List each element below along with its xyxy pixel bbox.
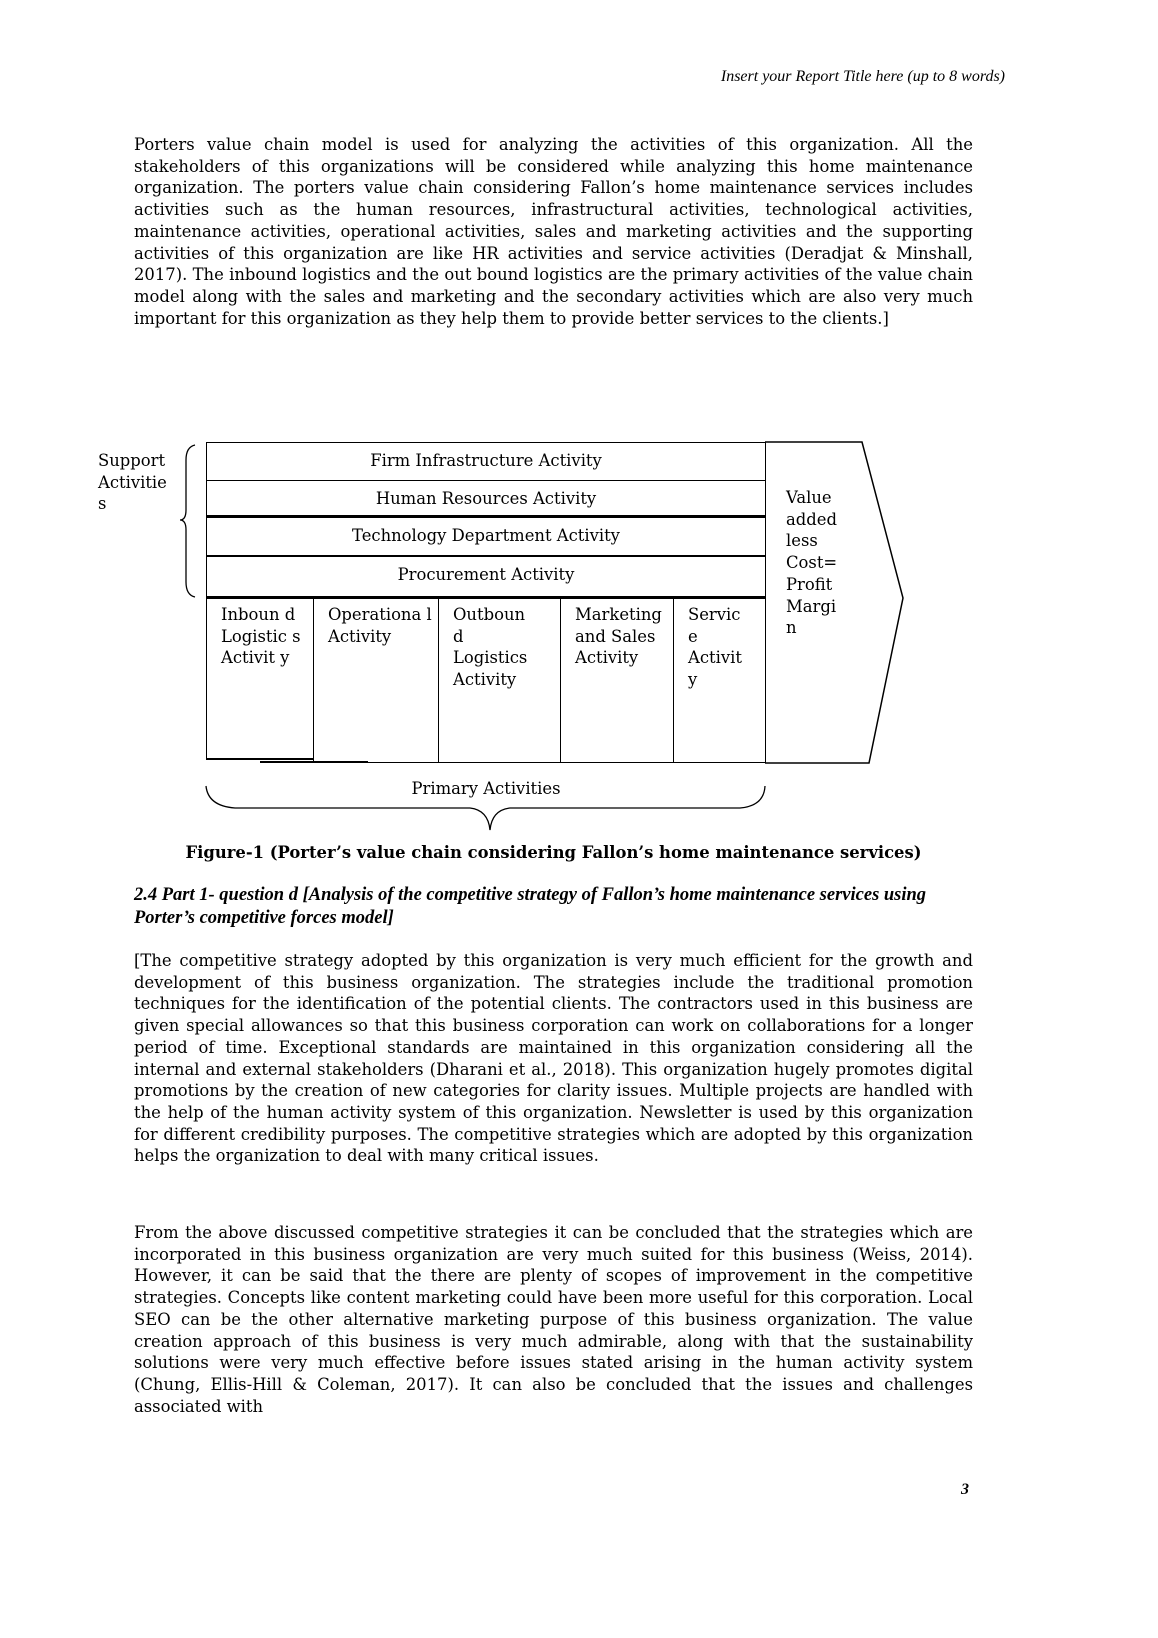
support-row-firm-infrastructure: Firm Infrastructure Activity [206, 442, 766, 481]
support-brace [180, 445, 195, 597]
section-heading: 2.4 Part 1- question d [Analysis of the competitive strategy of Fallon’s home maintenance services using Porter’s competitive forces model] [134, 885, 927, 928]
primary-operations: Operationa l Activity [313, 596, 439, 763]
primary-inbound-logistics: Inboun d Logistic sActivit y [206, 596, 314, 760]
support-row-procurement: Procurement Activity [206, 555, 766, 598]
primary-outbound-logistics: Outboun d Logistics Activity [438, 596, 561, 763]
running-header: Insert your Report Title here (up to 8 words) [720, 68, 1005, 85]
page-number: 3 [961, 1481, 969, 1498]
support-row-technology: Technology Department Activity [206, 515, 766, 556]
paragraph-competitive-strategy: [The competitive strategy adopted by this organization is very much efficient for the growth and development of this business organization. The strategies include the traditional promotion techniques for the identification of the potential clients. The contractors used in this business are given special allowances so that this business corporation can work on collaborations for a longer period of time. Exceptional standards are maintained in this organization considering all the internal and external stakeholders (Dharani et al., 2018). This organization hugely promotes digital promotions by the creation of new categories for clarity issues. Multiple projects are handled with the help of the human activity system of this organization. Newsletter is used by this organization for different credibility purposes. The competitive strategies which are adopted by this organization helps the organization to deal with many critical issues. [134, 951, 973, 1166]
primary-activities-label: Primary Activities [411, 779, 561, 798]
primary-service: Servic e Activit y [673, 596, 766, 763]
paragraph-conclusion: From the above discussed competitive strategies it can be concluded that the strategies which are incorporated in this business organization are very much suited for this business (Weiss, 2014). However, it can be said that the there are plenty of scopes of improvement in the competitive strategies. Concepts like content marketing could have been more useful for this corporation. Local SEO can be the other alternative marketing purpose of this business organization. The value creation approach of this business is very much admirable, along with that the sustainability solutions were very much effective before issues stated arising in the human activity system (Chung, Ellis-Hill & Coleman, 2017). It can also be concluded that the issues and challenges associated with [134, 1223, 973, 1416]
profit-margin-label: Value added less Cost= Profit Margi n [786, 488, 838, 638]
support-row-human-resources: Human Resources Activity [206, 480, 766, 517]
paragraph-value-chain: Porters value chain model is used for analyzing the activities of this organization. All the stakeholders of this organizations will be considered while analyzing this home maintenance organization. The porters value chain considering Fallon’s home maintenance services includes activities such as the human resources, infrastructural activities, technological activities, maintenance activities, operational activities, sales and marketing activities and the supporting activities of this organization are like HR activities and service activities (Deradjat & Minshall, 2017). The inbound logistics and the out bound logistics are the primary activities of the value chain model along with the sales and marketing and the secondary activities which are also very much important for this organization as they help them to provide better services to the clients.] [134, 135, 973, 328]
primary-marketing-sales: Marketing and Sales Activity [560, 596, 674, 763]
figure-caption: Figure-1 (Porter’s value chain considering Fallon’s home maintenance services) [185, 843, 922, 862]
support-activities-label: Support Activitie s [98, 451, 167, 514]
